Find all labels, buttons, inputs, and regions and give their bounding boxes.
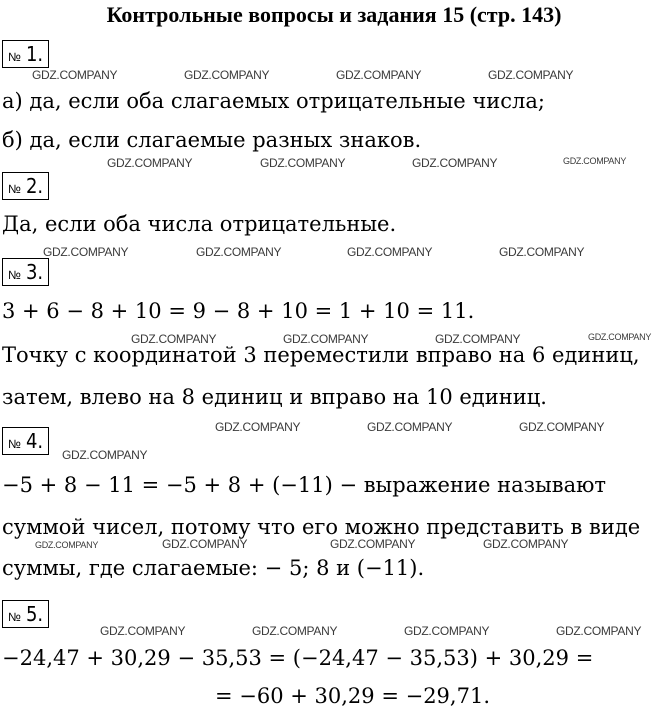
- watermark: GDZ.COMPANY: [283, 332, 369, 346]
- watermark: GDZ.COMPANY: [483, 537, 569, 551]
- watermark: GDZ.COMPANY: [35, 540, 99, 550]
- watermark: GDZ.COMPANY: [367, 420, 453, 434]
- watermark: GDZ.COMPANY: [336, 68, 422, 82]
- watermark: GDZ.COMPANY: [215, 420, 301, 434]
- task-number-value: 4.: [25, 429, 44, 453]
- number-sign: №: [8, 182, 21, 196]
- task-4-line-2: суммой чисел, потому что его можно представить в виде: [2, 515, 641, 539]
- watermark: GDZ.COMPANY: [162, 537, 248, 551]
- watermark: GDZ.COMPANY: [100, 624, 186, 638]
- page-title: Контрольные вопросы и задания 15 (стр. 143): [106, 2, 562, 27]
- task-5-line-2: = −60 + 30,29 = −29,71.: [215, 684, 490, 708]
- watermark: GDZ.COMPANY: [347, 245, 433, 259]
- task-number-4: [2, 427, 49, 455]
- watermark: GDZ.COMPANY: [499, 245, 585, 259]
- watermark: GDZ.COMPANY: [588, 332, 652, 342]
- watermark: GDZ.COMPANY: [260, 156, 346, 170]
- watermark: GDZ.COMPANY: [196, 245, 282, 259]
- task-number-value: 1.: [25, 42, 44, 66]
- watermark: GDZ.COMPANY: [62, 448, 148, 462]
- task-2-line-1: Да, если оба числа отрицательные.: [2, 212, 397, 236]
- watermark: GDZ.COMPANY: [556, 624, 642, 638]
- task-4-line-3: суммы, где слагаемые: − 5; 8 и (−11).: [2, 556, 425, 580]
- watermark: GDZ.COMPANY: [412, 156, 498, 170]
- task-number-5: [2, 600, 49, 628]
- task-number-3: [2, 258, 49, 286]
- task-3-line-2: Точку с координатой 3 переместили вправо на 6 единиц,: [2, 343, 640, 367]
- watermark: GDZ.COMPANY: [404, 624, 490, 638]
- watermark: GDZ.COMPANY: [519, 420, 605, 434]
- number-sign: №: [8, 268, 21, 282]
- watermark: GDZ.COMPANY: [184, 68, 270, 82]
- watermark: GDZ.COMPANY: [330, 537, 416, 551]
- watermark: GDZ.COMPANY: [32, 68, 118, 82]
- task-5-line-1: −24,47 + 30,29 − 35,53 = (−24,47 − 35,53) + 30,29 =: [2, 646, 594, 670]
- watermark: GDZ.COMPANY: [488, 68, 574, 82]
- watermark: GDZ.COMPANY: [43, 245, 129, 259]
- watermark: GDZ.COMPANY: [131, 332, 217, 346]
- number-sign: №: [8, 610, 21, 624]
- task-3-line-1: 3 + 6 − 8 + 10 = 9 − 8 + 10 = 1 + 10 = 11.: [2, 299, 475, 323]
- task-4-line-1: −5 + 8 − 11 = −5 + 8 + (−11) − выражение называют: [2, 473, 607, 497]
- watermark: GDZ.COMPANY: [107, 156, 193, 170]
- task-3-line-3: затем, влево на 8 единиц и вправо на 10 единиц.: [2, 385, 547, 409]
- watermark: GDZ.COMPANY: [252, 624, 338, 638]
- task-number-2: [2, 172, 49, 200]
- task-1-line-1: а) да, если оба слагаемых отрицательные числа;: [2, 89, 545, 113]
- task-number-value: 3.: [25, 260, 44, 284]
- watermark: GDZ.COMPANY: [435, 332, 521, 346]
- task-number-value: 2.: [25, 174, 44, 198]
- task-1-line-2: б) да, если слагаемые разных знаков.: [2, 128, 422, 152]
- number-sign: №: [8, 437, 21, 451]
- task-number-1: [2, 40, 49, 68]
- task-number-value: 5.: [25, 602, 44, 626]
- number-sign: №: [8, 50, 21, 64]
- watermark: GDZ.COMPANY: [563, 156, 627, 166]
